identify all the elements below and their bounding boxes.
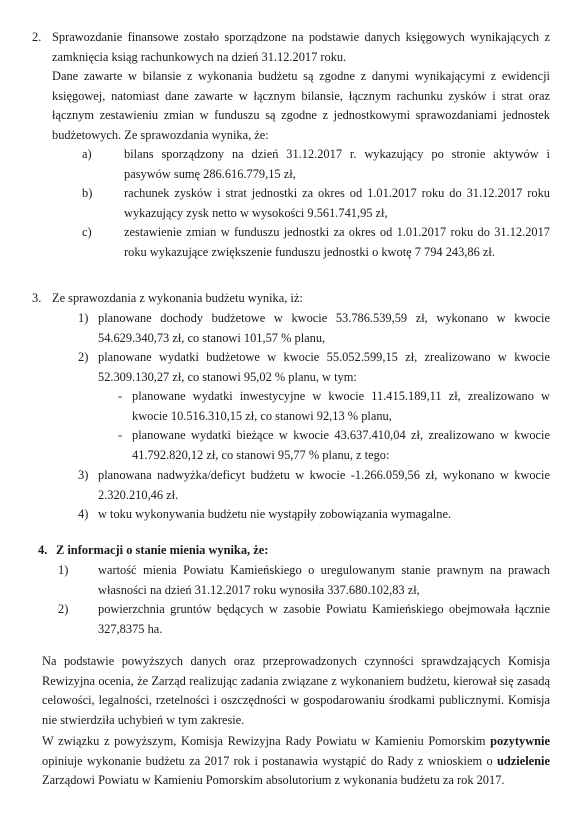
section-3-intro: Ze sprawozdania z wykonania budżetu wynika, iż:	[52, 291, 303, 305]
section-2-paragraph: Dane zawarte w bilansie z wykonania budżetu są zgodne z danymi wynikającymi z ewidencji księgowej, natomiast dane zawarte w łącznym bilansie, łącznym rachunku zysków i strat oraz łącznym zestawieniu zmian w funduszu są zgodne z jednostkowymi sprawozdaniami jednostek budżetowych. Ze sprawozdania wynika, że:	[52, 69, 550, 142]
section-4-item-2: powierzchnia gruntów będących w zasobie Powiatu Kamieńskiego obejmowała łącznie 327,8375 ha.	[98, 602, 550, 636]
section-3-subitem-1-marker: -	[118, 389, 123, 403]
section-2-item-c-marker: c)	[82, 225, 92, 239]
section-3-subitem-2-marker: -	[118, 428, 123, 442]
section-3-item-2: planowane wydatki budżetowe w kwocie 55.052.599,15 zł, zrealizowano w kwocie 52.309.130,27 zł, co stanowi 95,02 % planu, w tym:	[98, 350, 550, 384]
section-3-item-1: planowane dochody budżetowe w kwocie 53.786.539,59 zł, wykonano w kwocie 54.629.340,73 zł, co stanowi 101,57 % planu,	[98, 311, 550, 345]
section-3-subitem-1: planowane wydatki inwestycyjne w kwocie 11.415.189,11 zł, zrealizowano w kwocie 10.516.310,15 zł, co stanowi 92,13 % planu,	[132, 389, 550, 423]
section-4-item-2-marker: 2)	[58, 602, 69, 616]
section-3-item-3-marker: 3)	[78, 468, 89, 482]
section-2-item-c: zestawienie zmian w funduszu jednostki za okres od 1.01.2017 roku do 31.12.2017 roku wykazujące zwiększenie funduszu jednostki o kwotę 7 794 243,86 zł.	[124, 225, 550, 259]
section-4-number: 4.	[38, 543, 48, 557]
section-3-item-1-marker: 1)	[78, 311, 89, 325]
section-3-item-2-marker: 2)	[78, 350, 89, 364]
final-part-3: Zarządowi Powiatu w Kamieniu Pomorskim absolutorium z wykonania budżetu za rok 2017.	[42, 773, 505, 787]
final-bold-grant: udzielenie	[497, 753, 550, 768]
section-2-item-b: rachunek zysków i strat jednostki za okres od 1.01.2017 roku do 31.12.2017 roku wykazujący zysk netto w wysokości 9.561.741,95 zł,	[124, 186, 550, 220]
section-3-item-4: w toku wykonywania budżetu nie wystąpiły zobowiązania wymagalne.	[98, 507, 452, 521]
section-2-item-a-marker: a)	[82, 147, 92, 161]
final-part-1: W związku z powyższym, Komisja Rewizyjna Rady Powiatu w Kamieniu Pomorskim	[42, 734, 486, 748]
section-3-subitem-2: planowane wydatki bieżące w kwocie 43.637.410,04 zł, zrealizowano w kwocie 41.792.820,12 zł, co stanowi 95,77 % planu, z tego:	[132, 428, 550, 462]
section-2-item-b-marker: b)	[82, 186, 93, 200]
section-4-item-1-marker: 1)	[58, 563, 69, 577]
final-bold-positive: pozytywnie	[490, 734, 550, 748]
section-4-heading: Z informacji o stanie mienia wynika, że:	[56, 543, 269, 557]
section-2-intro: Sprawozdanie finansowe zostało sporządzone na podstawie danych księgowych wynikających z zamknięcia ksiąg rachunkowych na dzień 31.12.2017 roku.	[52, 30, 550, 64]
section-3-item-3: planowana nadwyżka/deficyt budżetu w kwocie -1.266.059,56 zł, wykonano w kwocie 2.320.210,46 zł.	[98, 468, 550, 502]
section-3-number: 3.	[32, 291, 42, 305]
conclusion-paragraph: Na podstawie powyższych danych oraz przeprowadzonych czynności sprawdzających Komisja Rewizyjna ocenia, że Zarząd realizując zadania związane z wykonaniem budżetu, kierował się zasadą celowości, legalności, rzetelności i oszczędności w gospodarowaniu środkami publicznymi. Komisja nie stwierdziła uchybień w tym zakresie.	[42, 654, 550, 727]
section-3-item-4-marker: 4)	[78, 507, 89, 521]
final-part-2: opiniuje wykonanie budżetu za 2017 rok i postanawia wystąpić do Rady z wnioskiem o	[42, 753, 493, 768]
section-4-item-1: wartość mienia Powiatu Kamieńskiego o uregulowanym stanie prawnym na prawach własności na dzień 31.12.2017 roku wynosiła 337.680.102,83 zł,	[98, 563, 550, 597]
section-2-item-a: bilans sporządzony na dzień 31.12.2017 r. wykazujący po stronie aktywów i pasywów sumę 286.616.779,15 zł,	[124, 147, 550, 181]
section-2-number: 2.	[32, 30, 42, 44]
final-paragraph	[42, 732, 550, 791]
